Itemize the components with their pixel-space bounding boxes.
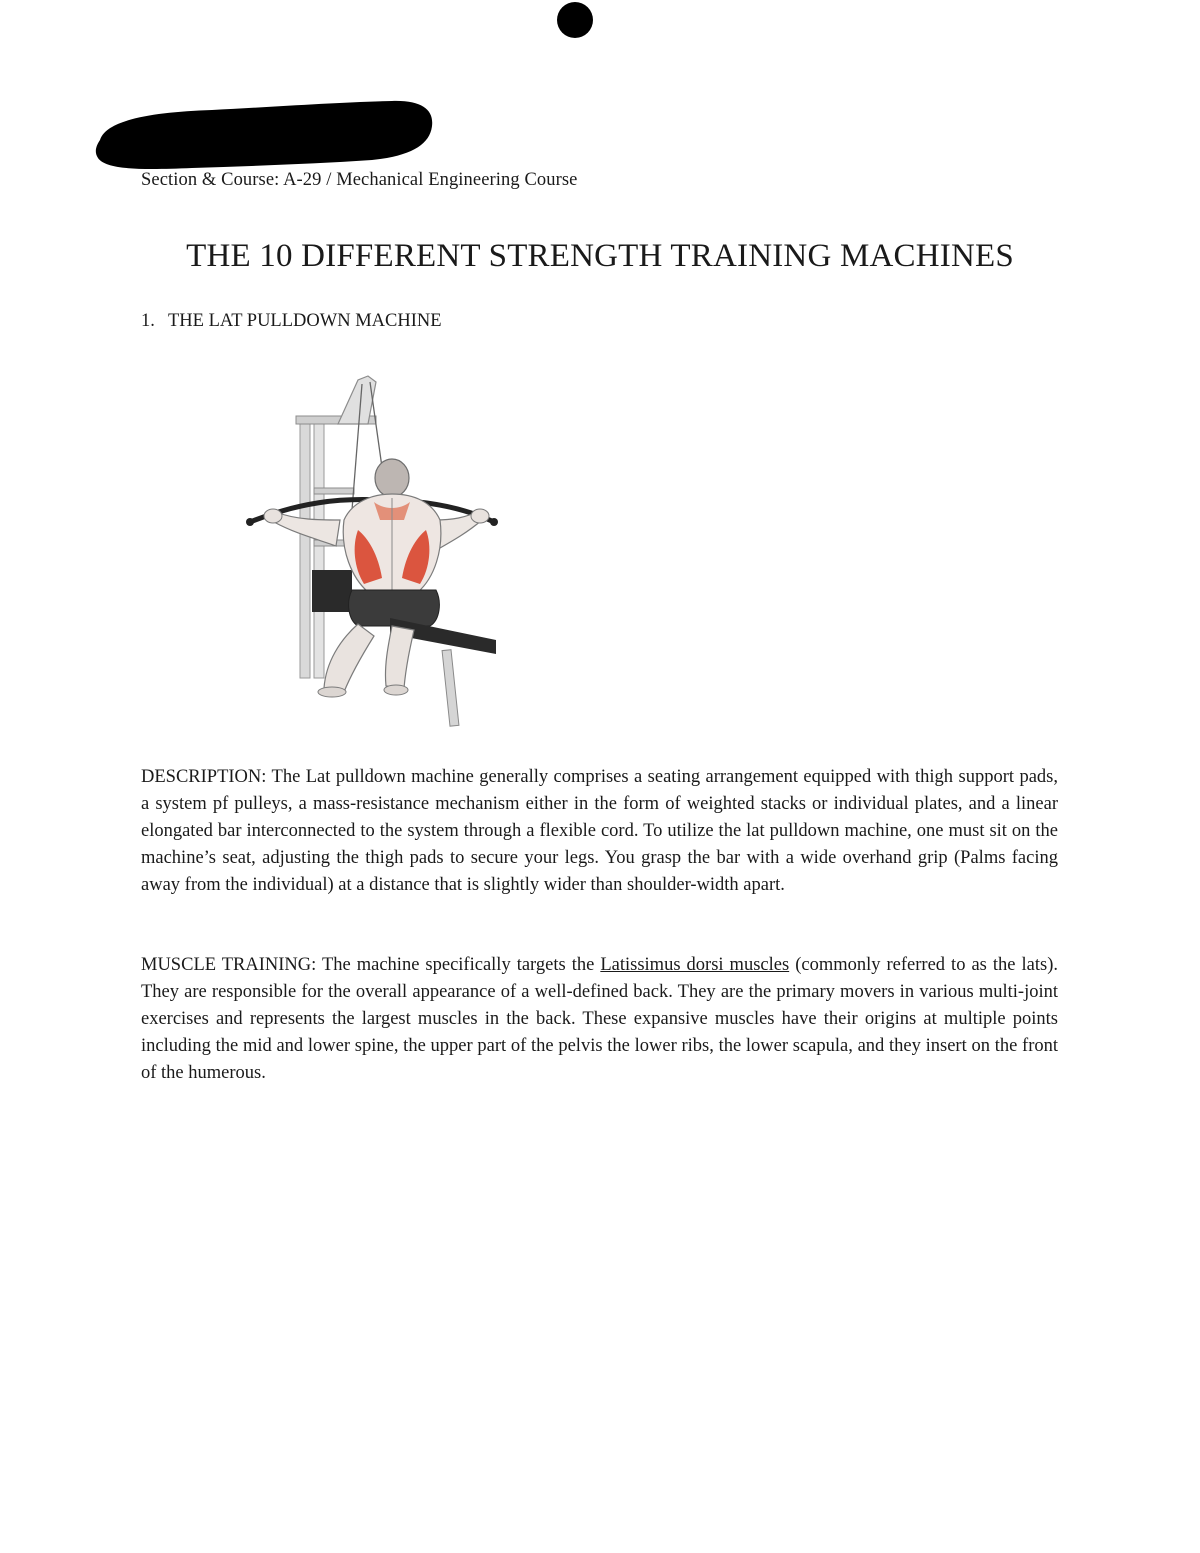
item-number: 1. [141, 311, 155, 331]
item-heading [141, 311, 442, 332]
muscle-training-paragraph [141, 952, 1058, 1087]
muscle-training-lead: MUSCLE TRAINING: The machine specifically targets the [141, 955, 601, 975]
latissimus-link[interactable]: Latissimus dorsi muscles [600, 955, 790, 975]
section-course-line: Section & Course: A-29 / Mechanical Engineering Course [141, 170, 578, 190]
lat-pulldown-illustration [240, 370, 510, 740]
redaction-mark [92, 98, 436, 178]
punch-hole [557, 2, 593, 38]
document-title: THE 10 DIFFERENT STRENGTH TRAINING MACHINES [186, 238, 1014, 274]
item-heading-text: THE LAT PULLDOWN MACHINE [168, 311, 442, 331]
muscle-training-rest: (commonly referred to as the lats). They are responsible for the overall appearance of a well-defined back. They are the primary movers in various multi-joint exercises and represents the largest muscles in the back. These expansive muscles have their origins at multiple points including the mid and lower spine, the upper part of the pelvis the lower ribs, the lower scapula, and they insert on the front of the humerous. [141, 955, 1058, 1083]
description-paragraph: DESCRIPTION: The Lat pulldown machine generally comprises a seating arrangement equipped with thigh support pads, a system pf pulleys, a mass-resistance mechanism either in the form of weighted stacks or individual plates, and a linear elongated bar interconnected to the system through a flexible cord. To utilize the lat pulldown machine, one must sit on the machine’s seat, adjusting the thigh pads to secure your legs. You grasp the bar with a wide overhand grip (Palms facing away from the individual) at a distance that is slightly wider than shoulder-width apart. [141, 767, 1058, 895]
